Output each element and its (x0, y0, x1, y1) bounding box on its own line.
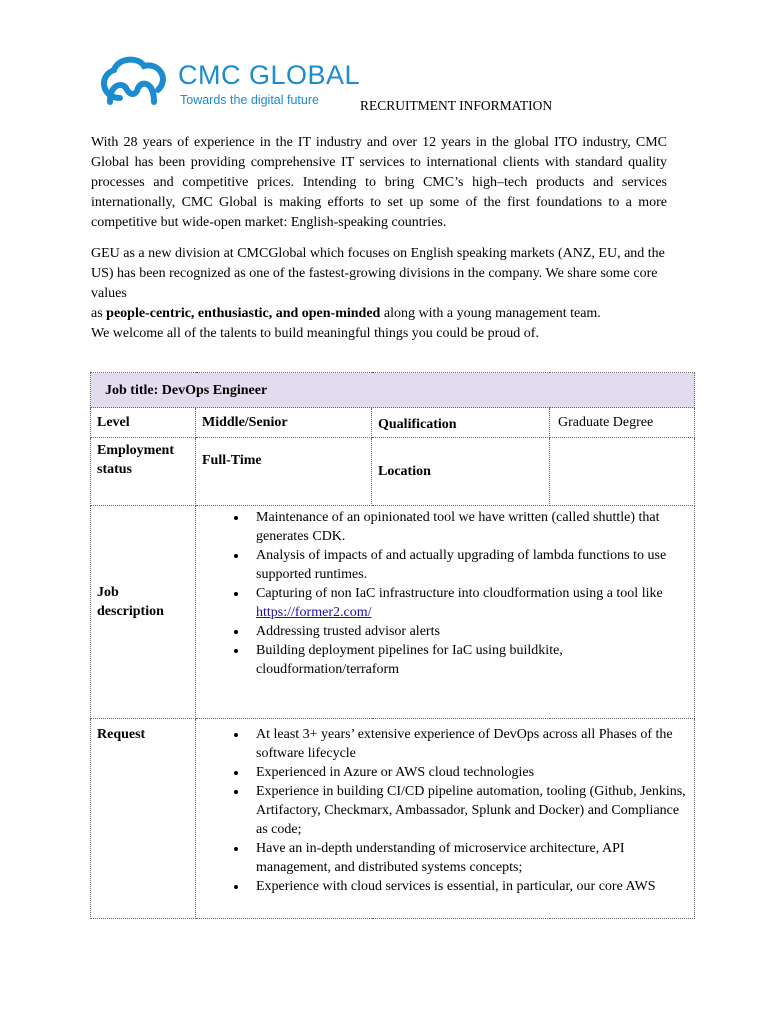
welcome-line: We welcome all of the talents to build meaningful things you could be proud of. (91, 326, 539, 341)
job-title: Job title: DevOps Engineer (91, 373, 695, 408)
job-title-row (91, 373, 695, 408)
list-item: • Experience in building CI/CD pipeline automation, tooling (Github, Jenkins, Artifactory, Checkmarx, Ambassador, Splunk and Docker) and Compliance as code; (248, 782, 688, 839)
level-label: Level (91, 408, 196, 438)
request-list (202, 725, 688, 896)
list-item: • Building deployment pipelines for IaC using buildkite, cloudformation/terraform (248, 641, 688, 679)
list-item: • Experienced in Azure or AWS cloud technologies (248, 763, 688, 782)
intro-paragraph: With 28 years of experience in the IT industry and over 12 years in the global ITO industry, CMC Global has been providing comprehensive IT services to international clients with standard quality processes and competitive prices. Intending to bring CMC’s high–tech products and services internationally, CMC Global is making efforts to set up some of the first foundations to a more competitive but wide-open market: English-speaking countries. (91, 135, 667, 230)
location-value (550, 438, 695, 506)
job-description-list (202, 508, 688, 679)
level-value: Middle/Senior (196, 408, 372, 438)
employment-label: Employment status (91, 438, 196, 506)
qualification-label: Qualification (372, 408, 550, 438)
job-description-row (91, 506, 695, 719)
cmc-logo-icon (92, 54, 172, 110)
intro-section (91, 133, 667, 344)
employment-value: Full-Time (196, 438, 372, 506)
qualification-value: Graduate Degree (550, 408, 695, 438)
list-item: • At least 3+ years’ extensive experience of DevOps across all Phases of the software lifecycle (248, 725, 688, 763)
list-item: • Analysis of impacts of and actually upgrading of lambda functions to use supported runtimes. (248, 546, 688, 584)
job-description-label: Job description (91, 506, 196, 719)
company-tagline: Towards the digital future (180, 93, 319, 107)
division-paragraph (91, 244, 667, 344)
employment-row (91, 438, 695, 506)
list-item: • Have an in-depth understanding of microservice architecture, API management, and distributed systems concepts; (248, 839, 688, 877)
core-values-line: as people-centric, enthusiastic, and open-minded along with a young management team. (91, 306, 601, 321)
letterhead (92, 52, 652, 114)
job-description-cell (196, 506, 695, 719)
former2-link[interactable]: https://former2.com/ (256, 605, 372, 620)
company-name: CMC GLOBAL (178, 60, 361, 90)
list-item: • Addressing trusted advisor alerts (248, 622, 688, 641)
job-details-table (90, 372, 695, 919)
document-title: RECRUITMENT INFORMATION (360, 98, 553, 113)
request-cell (196, 719, 695, 919)
list-item: • Experience with cloud services is essential, in particular, our core AWS (248, 877, 688, 896)
list-item: • Maintenance of an opinionated tool we have written (called shuttle) that generates CDK. (248, 508, 688, 546)
request-label: Request (91, 719, 196, 919)
core-values: people-centric, enthusiastic, and open-minded (106, 306, 381, 321)
request-row (91, 719, 695, 919)
level-row (91, 408, 695, 438)
division-text: GEU as a new division at CMCGlobal which focuses on English speaking markets (ANZ, EU, and the US) has been recognized as one of the fastest-growing divisions in the company. We share some core values (91, 246, 665, 301)
location-label: Location (372, 438, 550, 506)
list-item: • Capturing of non IaC infrastructure into cloudformation using a tool like https://former2.com/ (248, 584, 688, 622)
